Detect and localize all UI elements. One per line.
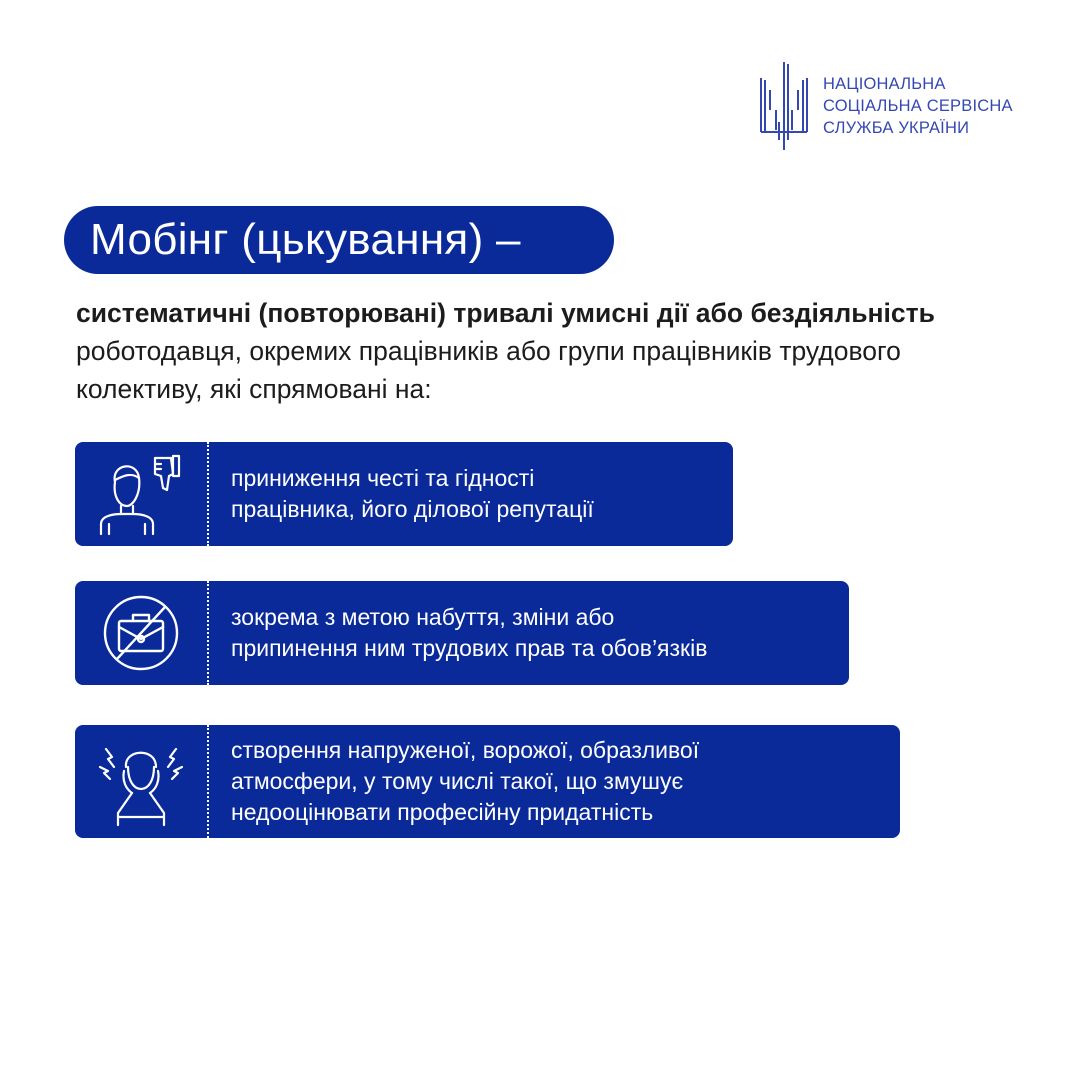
card-labor-rights [75, 581, 849, 685]
card-line: недооцінювати професійну придатність [231, 799, 654, 825]
card-line: приниження честі та гідності [231, 465, 535, 491]
logo-line: СОЦІАЛЬНА СЕРВІСНА [823, 97, 1013, 115]
page-title: Мобінг (цькування) – [90, 215, 521, 264]
card-hostile-atmosphere [75, 725, 900, 838]
card-line: атмосфери, у тому числі такої, що змушує [231, 768, 684, 794]
card-icon-box [75, 581, 209, 685]
trident-logo-icon [755, 60, 813, 152]
card-humiliation [75, 442, 733, 546]
stressed-person-icon [96, 737, 186, 827]
card-line: зокрема з метою набуття, зміни або [231, 604, 615, 630]
card-icon-box [75, 725, 209, 838]
card-line: припинення ним трудових прав та обов’язків [231, 635, 708, 661]
card-line: створення напруженої, ворожої, образливої [231, 737, 700, 763]
logo-line: НАЦІОНАЛЬНА [823, 75, 946, 93]
logo-line: СЛУЖБА УКРАЇНИ [823, 119, 970, 137]
logo [755, 60, 1013, 152]
no-briefcase-icon [101, 593, 181, 673]
card-text [209, 602, 727, 664]
definition-text [76, 294, 996, 408]
card-text [209, 463, 614, 525]
card-text [209, 735, 719, 828]
card-icon-box [75, 442, 209, 546]
definition-bold: систематичні (повторювані) тривалі умисні дії або бездіяльність [76, 298, 935, 328]
definition-regular: роботодавця, окремих працівників або групи працівників трудового колективу, які спрямовані на: [76, 336, 901, 404]
card-line: працівника, його ділової репутації [231, 496, 594, 522]
person-thumbs-down-icon [93, 452, 189, 536]
logo-text [823, 73, 1013, 139]
title-pill [64, 206, 614, 274]
